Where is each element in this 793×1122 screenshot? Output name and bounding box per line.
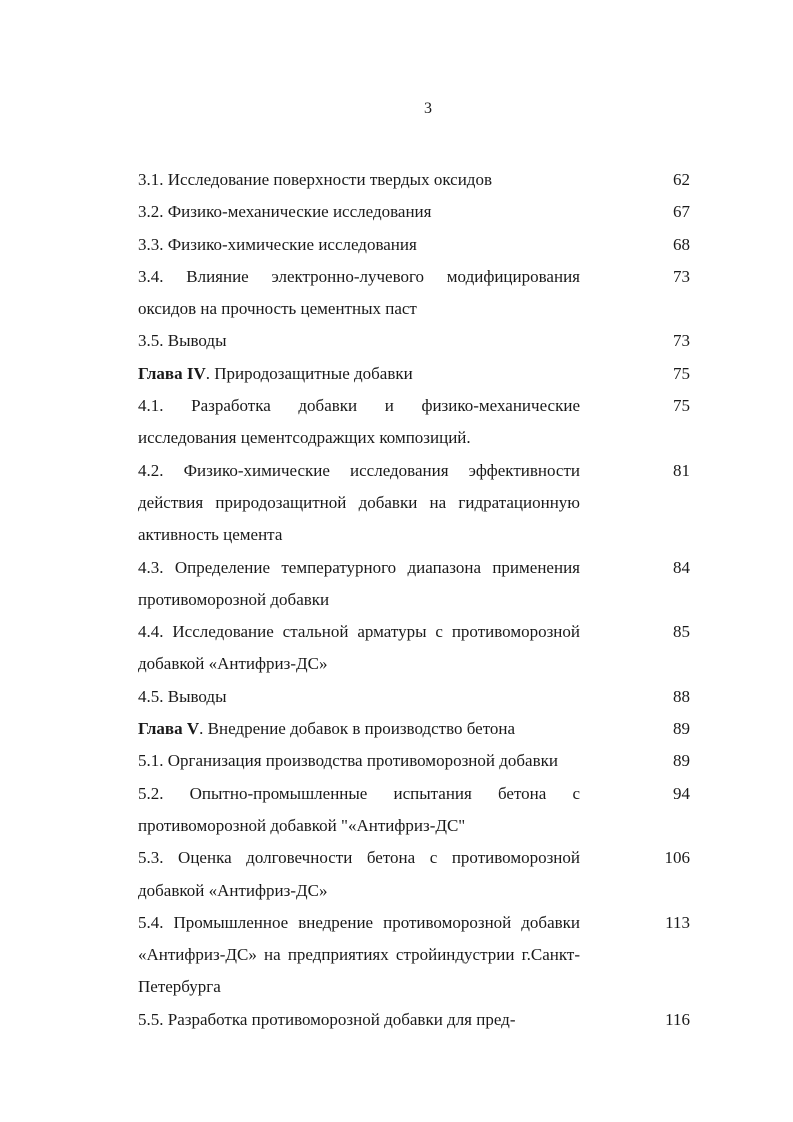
toc-entry-5-2 [138,778,698,843]
toc-entry-page: 116 [665,1009,690,1029]
toc-entry-page: 75 [673,396,690,416]
toc-chapter-5 [138,713,698,745]
toc-chapter-4 [138,358,698,390]
toc-entry-page: 62 [673,170,690,189]
toc-entry-title: 4.5. Выводы [138,686,227,706]
toc-entry-page: 106 [664,848,690,868]
toc-entry-title: 3.1. Исследование поверхности твердых оксидов [138,170,492,189]
toc-entry-title: 5.2. Опытно-промышленные испытания бетона с противоморозной добавкой "«Антифриз-ДС" [138,783,580,835]
toc-entry-page: 89 [673,751,690,771]
toc-entry-5-1 [138,745,698,777]
toc-entry-page: 85 [673,622,690,642]
toc-entry-page: 113 [665,912,690,932]
toc-entry-page: 68 [673,234,690,254]
toc-entry-page: 94 [673,783,690,803]
toc-entry-page: 81 [673,460,690,480]
toc-entry-title: 5.4. Промышленное внедрение противоморозной добавки «Антифриз-ДС» на предприятиях стройиндустрии г.Санкт-Петербурга [138,912,580,997]
toc-entry-title: 3.2. Физико-механические исследования [138,202,432,222]
toc-entry-page: 67 [673,202,690,222]
toc-entry-page: 89 [673,719,690,739]
toc-entry-4-4 [138,616,698,681]
toc-entry-5-5 [138,1004,698,1036]
toc-entry-page: 73 [673,266,690,286]
toc-entry-title: 5.3. Оценка долговечности бетона с противоморозной добавкой «Антифриз-ДС» [138,848,580,900]
toc-entry-title: 4.1. Разработка добавки и физико-механические исследования цементсодражщих композиций. [138,396,580,448]
toc-entry-page: 84 [673,557,690,577]
page-number: 3 [424,100,432,117]
toc-entry-4-5 [138,681,698,713]
toc-entry-title: 4.4. Исследование стальной арматуры с противоморозной добавкой «Антифриз-ДС» [138,622,580,674]
toc-entry-title: 4.2. Физико-химические исследования эффективности действия природозащитной добавки на гидратационную активность цемента [138,460,580,545]
toc-entry-3-5 [138,325,698,357]
chapter-title-text: . Природозащитные добавки [205,363,413,383]
toc-entry-5-4 [138,907,698,1004]
toc-entry-page: 73 [673,331,690,351]
toc-entry-3-1 [138,164,698,196]
toc-chapter-title [138,358,580,390]
toc-chapter-title [138,713,580,745]
toc-entry-4-1 [138,390,698,455]
toc-entry-3-2 [138,196,698,228]
toc-entry-4-3 [138,552,698,617]
toc-entry-title: 4.3. Определение температурного диапазона применения противоморозной добавки [138,557,580,609]
toc-entry-page: 88 [673,686,690,706]
chapter-prefix: Глава IV [138,363,206,383]
toc-entry-title: 3.4. Влияние электронно-лучевого модифицирования оксидов на прочность цементных паст [138,266,580,319]
toc-entry-3-3 [138,229,698,261]
toc-entry-title: 3.5. Выводы [138,331,227,351]
toc-entry-title: 3.3. Физико-химические исследования [138,234,417,254]
toc-entry-5-3 [138,842,698,907]
table-of-contents [138,164,698,1036]
toc-entry-3-4 [138,261,698,326]
chapter-title-text: . Внедрение добавок в производство бетона [199,719,516,739]
toc-entry-title: 5.5. Разработка противоморозной добавки для пред- [138,1009,516,1029]
chapter-prefix: Глава V [138,719,200,739]
toc-entry-title: 5.1. Организация производства противоморозной добавки [138,751,558,771]
toc-entry-4-2 [138,455,698,552]
toc-entry-page: 75 [673,363,690,383]
